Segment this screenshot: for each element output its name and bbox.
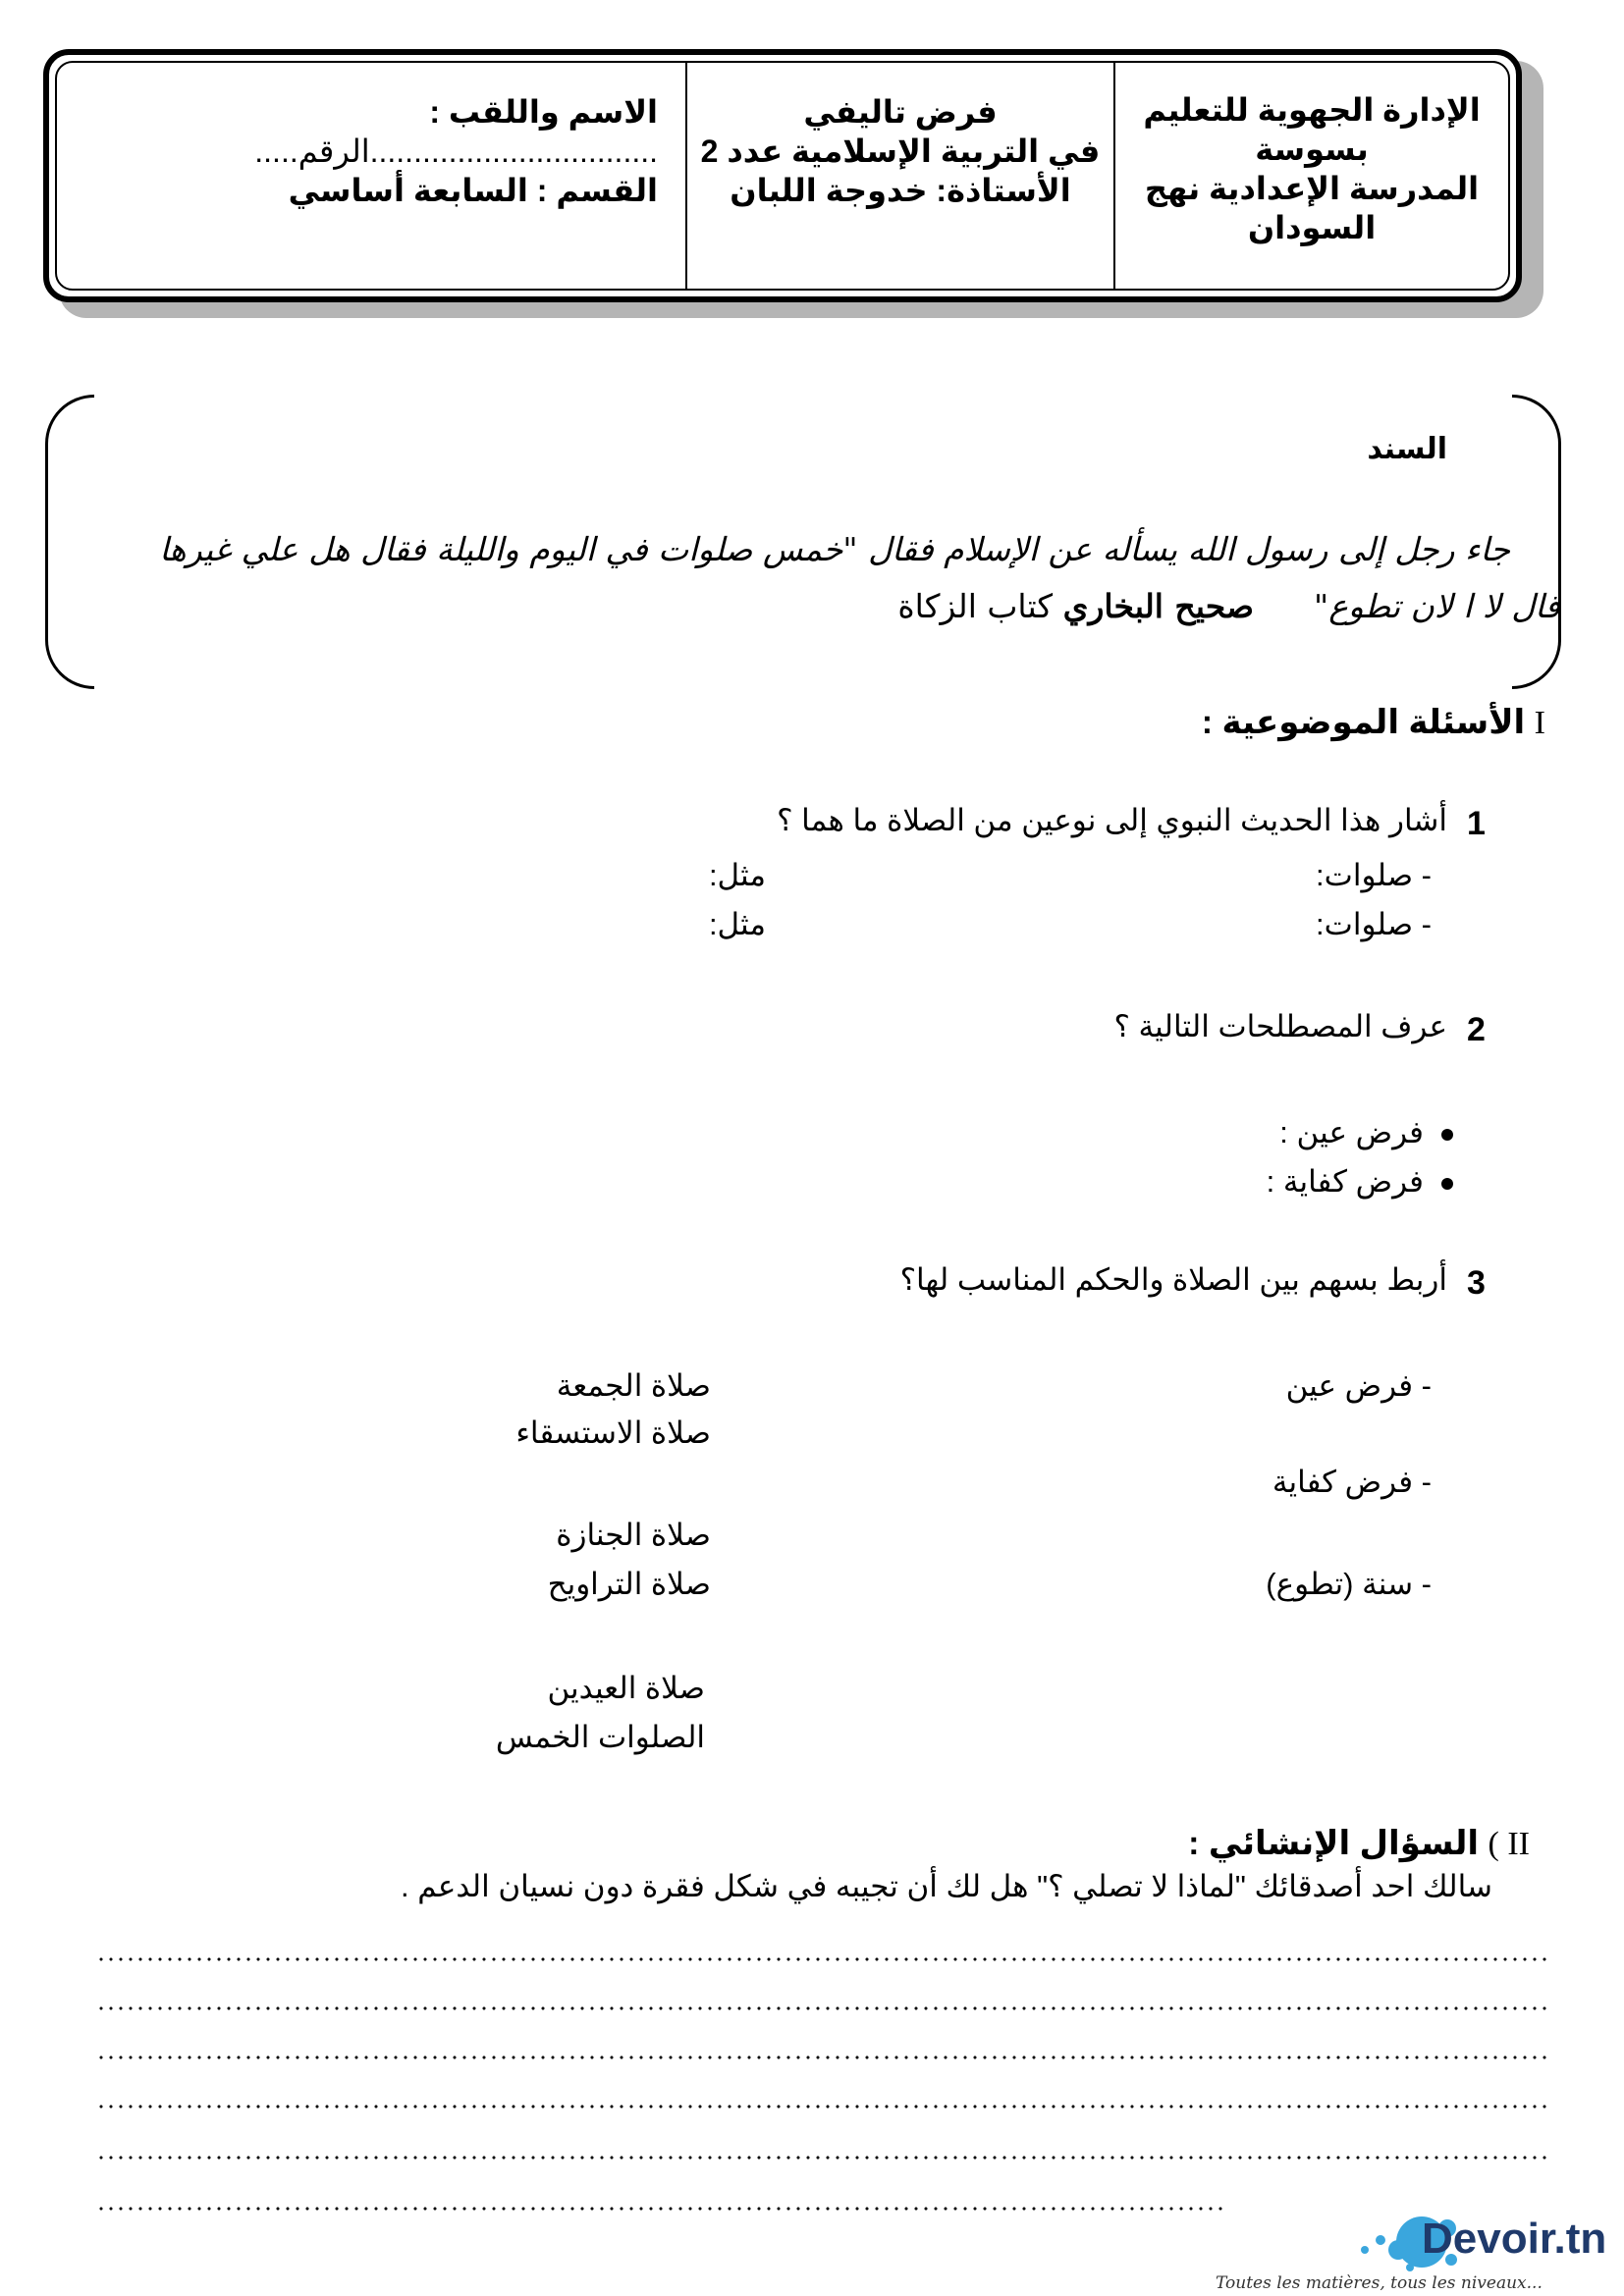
answer-line-1[interactable] xyxy=(96,1957,1549,1961)
logo-tagline: Toutes les matières, tous les niveaux... xyxy=(1216,2273,1543,2293)
prayer-eidayn[interactable]: صلاة العيدين xyxy=(547,1671,705,1705)
bullet-icon xyxy=(1441,1129,1453,1141)
q2-term-2-label: فرض كفاية : xyxy=(1266,1164,1424,1199)
header-exam-title xyxy=(685,63,1113,289)
answer-line-3[interactable] xyxy=(96,2056,1549,2059)
sanad-title: السند xyxy=(1367,433,1447,465)
q1-type-2-example: مثل: xyxy=(708,907,766,941)
answer-line-6[interactable] xyxy=(96,2207,1225,2211)
admin-line-3: المدرسة الإعدادية نهج xyxy=(1144,171,1480,206)
answer-line-2[interactable] xyxy=(96,2006,1549,2010)
prayer-jumua[interactable]: صلاة الجمعة xyxy=(556,1368,711,1403)
q3-number: 3 xyxy=(1467,1264,1486,1302)
section-2-title: السؤال الإنشائي : xyxy=(1188,1825,1480,1862)
exam-teacher: الأستاذة: خدوجة اللبان xyxy=(730,173,1071,208)
hadith-quote-end: قال لا ا لان تطوع" xyxy=(1314,587,1560,625)
devoir-logo xyxy=(1216,2207,1618,2295)
hadith-source: صحيح البخاري xyxy=(1062,587,1255,625)
q1-type-2-label: - صلوات: xyxy=(1316,907,1432,941)
prayer-janaza[interactable]: صلاة الجنازة xyxy=(556,1518,711,1552)
logo-text: Devoir.tn xyxy=(1422,2215,1607,2263)
hadith-book: كتاب الزكاة xyxy=(897,587,1054,625)
q2-text: عرف المصطلحات التالية ؟ xyxy=(1113,1009,1447,1043)
answer-line-5[interactable] xyxy=(96,2156,1549,2160)
section-1-heading xyxy=(1202,703,1545,742)
header-table xyxy=(55,61,1510,291)
prayer-istisqa[interactable]: صلاة الاستسقاء xyxy=(515,1415,711,1450)
ruling-fard-ayn[interactable]: - فرض عين xyxy=(1285,1368,1432,1403)
answer-line-4[interactable] xyxy=(96,2105,1549,2109)
student-number-field[interactable]: .................................الرقم..... xyxy=(254,133,658,169)
admin-line-4: السودان xyxy=(1247,210,1377,245)
admin-line-2: بسوسة xyxy=(1255,132,1369,167)
q3-text: أربط بسهم بين الصلاة والحكم المناسب لها؟ xyxy=(899,1262,1447,1297)
q1-type-1-example: مثل: xyxy=(708,858,766,892)
section-2-heading xyxy=(1188,1824,1530,1863)
q2-number: 2 xyxy=(1467,1011,1486,1048)
student-name-field[interactable]: الاسم واللقب : xyxy=(429,94,658,130)
hadith-line-2 xyxy=(897,587,1560,625)
q2-term-1-label: فرض عين : xyxy=(1279,1115,1424,1149)
prayer-tarawih[interactable]: صلاة التراويح xyxy=(547,1567,711,1601)
exam-title: فرض تاليفي xyxy=(803,94,998,130)
header-administration xyxy=(1113,63,1508,289)
q1-number: 1 xyxy=(1467,805,1486,842)
prayer-five-daily[interactable]: الصلوات الخمس xyxy=(495,1720,705,1754)
q2-term-2 xyxy=(1267,1164,1453,1200)
sanad-bracket-left xyxy=(45,395,94,689)
header-student-info xyxy=(57,63,685,289)
ruling-fard-kifaya[interactable]: - فرض كفاية xyxy=(1272,1465,1432,1499)
sanad-bracket-right xyxy=(1512,395,1561,689)
section-2-marker: II ) xyxy=(1488,1826,1530,1862)
ruling-sunna[interactable]: - سنة (تطوع) xyxy=(1266,1567,1432,1601)
admin-line-1: الإدارة الجهوية للتعليم xyxy=(1143,92,1481,128)
header-box xyxy=(43,49,1522,302)
hadith-line-1: جاء رجل إلى رسول الله يسأله عن الإسلام فقال "خمس صلوات في اليوم والليلة فقال هل علي غيرها xyxy=(159,530,1510,568)
q2-term-1 xyxy=(1279,1115,1453,1150)
student-class: القسم : السابعة أساسي xyxy=(288,173,658,208)
exam-subject: في التربية الإسلامية عدد 2 xyxy=(700,133,1101,169)
q1-text: أشار هذا الحديث النبوي إلى نوعين من الصلاة ما هما ؟ xyxy=(777,803,1447,837)
bullet-icon xyxy=(1441,1178,1453,1190)
section-1-title: الأسئلة الموضوعية : xyxy=(1201,704,1526,741)
section-2-prompt: سالك احد أصدقائك "لماذا لا تصلي ؟" هل لك أن تجيبه في شكل فقرة دون نسيان الدعم . xyxy=(401,1869,1492,1903)
section-1-marker: I xyxy=(1534,705,1545,741)
q1-type-1-label: - صلوات: xyxy=(1316,858,1432,892)
